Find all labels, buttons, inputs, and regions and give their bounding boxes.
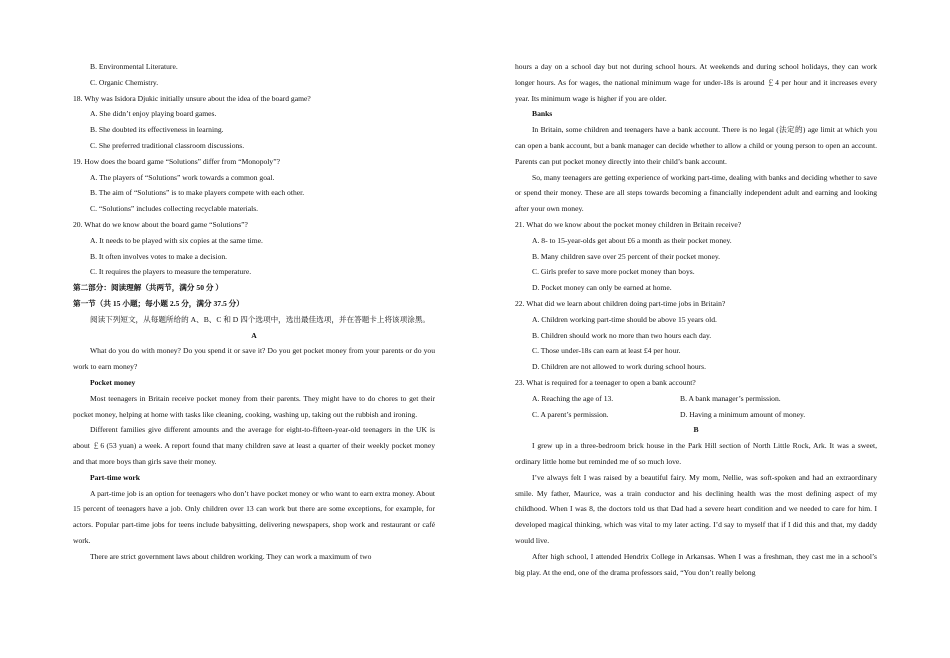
q23-options-row-2 (515, 407, 877, 423)
parttime-paragraph-2: There are strict government laws about children working. They can work a maximum of two (90, 551, 372, 561)
q23-options-row-1 (515, 391, 877, 407)
q21-option-a: A. 8- to 15-year-olds get about £6 a month as their pocket money. (532, 235, 732, 245)
instructions: 阅读下列短文，从每题所给的 A、B、C 和 D 四个选项中，选出最佳选项，并在答题卡上将该项涂黑。 (90, 314, 431, 324)
passage-a-intro: What do you do with money? Do you spend it or save it? Do you get pocket money from your parents or do you work to earn money? (73, 346, 435, 372)
q23-option-b: B. A bank manager’s permission. (680, 393, 781, 403)
passage-a-label: A (251, 330, 257, 340)
pocket-money-paragraph-2: Different families give different amounts and the average for eight-to-fifteen-year-old teenagers in the UK is about ￡6 (53 yuan) a week. A report found that many children save at least a quarter of their weekly pocket money and that more boys than girls save their money. (73, 425, 435, 466)
q18-option-a: A. She didn’t enjoy playing board games. (90, 109, 217, 119)
q20-option-c: C. It requires the players to measure the temperature. (90, 267, 252, 277)
q19-option-a: A. The players of “Solutions” work towards a common goal. (90, 172, 275, 182)
passage-b-paragraph-3: After high school, I attended Hendrix College in Arkansas. When I was a freshman, they cast me in a school’s big play. At the end, one of the drama professors said, “You don’t really belong (515, 551, 877, 577)
parttime-heading: Part-time work (90, 472, 140, 482)
q17-option-c: C. Organic Chemistry. (90, 77, 159, 87)
q19-question: 19. How does the board game “Solutions” differ from “Monopoly”? (73, 156, 280, 166)
q21-option-b: B. Many children save over 25 percent of their pocket money. (532, 251, 721, 261)
q20-question: 20. What do we know about the board game “Solutions”? (73, 219, 248, 229)
pocket-money-paragraph-1: Most teenagers in Britain receive pocket money from their parents. They might have to do chores to get their pocket money, helping at home with tasks like cleaning, cooking, washing up, taking out the rubbish and ironing. (73, 393, 435, 419)
parttime-continued: hours a day on a school day but not during school hours. At weekends and during school holidays, they can work longer hours. As for wages, the national minimum wage for under-18s is around ￡4 per hour and it increases every year. Its minimum wage is higher if you are older. (515, 62, 877, 103)
q17-option-b: B. Environmental Literature. (90, 62, 178, 71)
q22-option-b: B. Children should work no more than two hours each day. (532, 330, 712, 340)
section1-title: 第一节（共 15 小题；每小题 2.5 分，满分 37.5 分） (73, 298, 244, 308)
banks-heading: Banks (532, 109, 553, 119)
q19-option-b: B. The aim of “Solutions” is to make players compete with each other. (90, 188, 305, 198)
q23-option-c: C. A parent’s permission. (532, 409, 609, 419)
q22-option-d: D. Children are not allowed to work during school hours. (532, 362, 706, 372)
passage-b-paragraph-1: I grew up in a three-bedroom brick house in the Park Hill section of North Little Rock, Ark. It was a sweet, ordinary little home but reminded me of so much love. (515, 441, 877, 466)
q21-question: 21. What do we know about the pocket money children in Britain receive? (515, 219, 742, 229)
q19-option-c: C. “Solutions” includes collecting recyclable materials. (90, 204, 259, 214)
q22-option-c: C. Those under-18s can earn at least £4 per hour. (532, 346, 681, 356)
passage-b-paragraph-2: I’ve always felt I was raised by a beautiful fairy. My mom, Nellie, was soft-spoken and had an extraordinary smile. My father, Maurice, was a train conductor and his declining health was the most defining aspect of my childhood. When I was 8, the doctors told us that Dad had a severe heart condition and we needed to care for him. I developed magical thinking, which was vital to my later acting. I’d say to myself that if I did this and that, my daddy would live. (515, 472, 877, 545)
q21-option-c: C. Girls prefer to save more pocket money than boys. (532, 267, 695, 277)
right-column (515, 59, 877, 580)
q23-option-a: A. Reaching the age of 13. (532, 393, 614, 403)
q18-question: 18. Why was Isidora Djukic initially unsure about the idea of the board game? (73, 93, 311, 103)
q20-option-b: B. It often involves votes to make a decision. (90, 251, 228, 261)
left-column (73, 59, 435, 565)
q22-question: 22. What did we learn about children doing part-time jobs in Britain? (515, 298, 726, 308)
banks-paragraph-1: In Britain, some children and teenagers have a bank account. There is no legal (法定的) age limit at which you can open a bank account, but a bank manager can decide whether to allow a child or young person to open an account. Parents can put pocket money directly into their child’s bank account. (515, 125, 877, 166)
pocket-money-heading: Pocket money (90, 377, 136, 387)
q22-option-a: A. Children working part-time should be above 15 years old. (532, 314, 717, 324)
q23-question: 23. What is required for a teenager to open a bank account? (515, 377, 696, 387)
q20-option-a: A. It needs to be played with six copies at the same time. (90, 235, 263, 245)
q23-option-d: D. Having a minimum amount of money. (680, 409, 806, 419)
passage-b-label: B (693, 425, 699, 435)
q18-option-b: B. She doubted its effectiveness in learning. (90, 125, 224, 135)
banks-paragraph-2: So, many teenagers are getting experience of working part-time, dealing with banks and deciding whether to save or spend their money. These are all steps towards becoming a financially independent adult and earning and looking after your own money. (515, 172, 877, 214)
parttime-paragraph-1: A part-time job is an option for teenagers who don’t have pocket money or who want to earn extra money. About 15 percent of teenagers have a job. Only children over 13 can work but there are some exceptions, for example, for actors. Popular part-time jobs for teens include babysitting, delivering newspapers, shop work and restaurant or café work. (73, 488, 435, 545)
part2-title: 第二部分：阅读理解（共两节，满分 50 分 ） (73, 283, 223, 293)
q21-option-d: D. Pocket money can only be earned at home. (532, 283, 672, 293)
q18-option-c: C. She preferred traditional classroom discussions. (90, 140, 245, 150)
